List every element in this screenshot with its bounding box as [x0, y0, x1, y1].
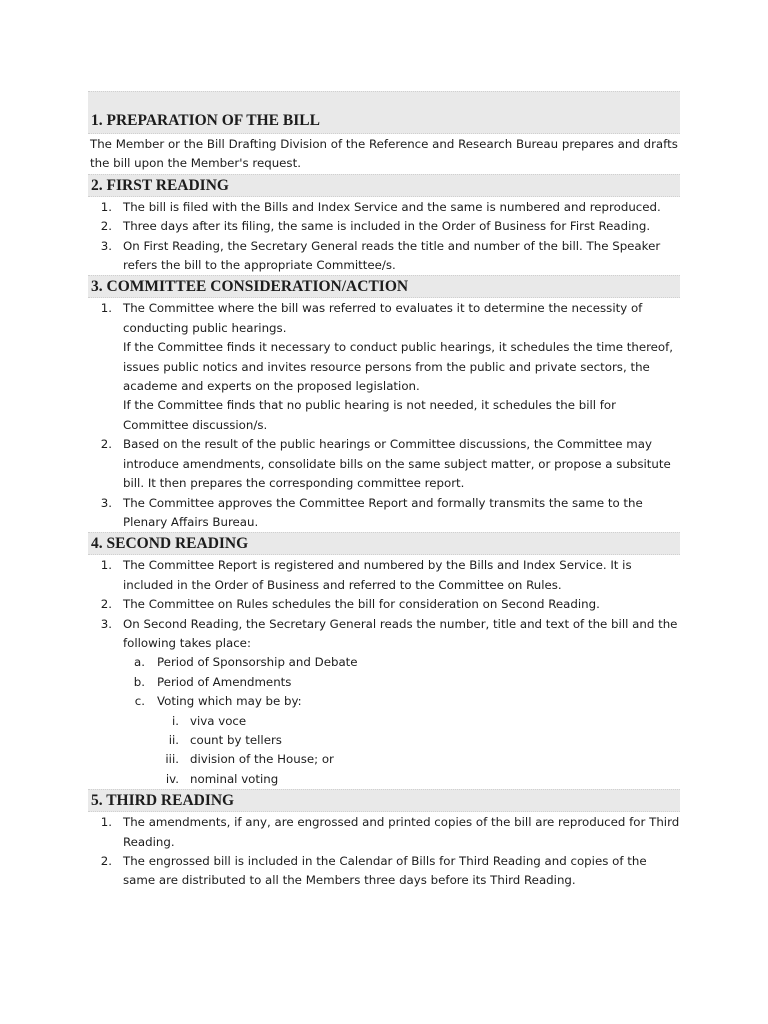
sub-list-letter: b. [133, 674, 145, 689]
list-text: The engrossed bill is included in the Calendar of Bills for Third Reading and copies of the same are distributed to all the Members three days before its Third Reading. [123, 854, 647, 888]
list-number: 2. [100, 597, 112, 612]
voting-method-text: viva voce [190, 713, 247, 728]
list-text-extra: If the Committee finds it necessary to conduct public hearings, it schedules the time thereof, issues public notics and invites resource persons from the public and private sectors, the academe and experts on the proposed legislation. [123, 340, 674, 394]
list-number: 1. [100, 301, 112, 316]
list-text: The bill is filed with the Bills and Index Service and the same is numbered and reproduced. [123, 199, 661, 214]
list-text: On Second Reading, the Secretary General reads the number, title and text of the bill and the following takes place: [123, 616, 678, 650]
list-number: 1. [100, 199, 112, 214]
sub-list-text: Period of Amendments [157, 674, 292, 689]
section-heading-first-reading: 2. FIRST READING [88, 174, 680, 197]
list-text: The amendments, if any, are engrossed and printed copies of the bill are reproduced for Third Reading. [123, 815, 680, 849]
voting-method-item [157, 750, 680, 769]
section-paragraph-preparation: The Member or the Bill Drafting Division of the Reference and Research Bureau prepares and drafts the bill upon the Member's request. [90, 137, 678, 171]
sub-list-letter: c. [134, 694, 145, 709]
list-item [88, 556, 680, 595]
list-item [88, 852, 680, 891]
third-reading-list [88, 813, 680, 891]
list-text: The Committee Report is registered and numbered by the Bills and Index Service. It is included in the Order of Business and referred to the Committee on Rules. [123, 558, 632, 592]
voting-method-item [157, 770, 680, 789]
list-number: 1. [100, 815, 112, 830]
list-item [88, 615, 680, 790]
list-number: 3. [100, 616, 112, 631]
section-heading-committee: 3. COMMITTEE CONSIDERATION/ACTION [88, 275, 680, 298]
sub-list-letter: a. [134, 655, 145, 670]
list-text: Based on the result of the public hearings or Committee discussions, the Committee may introduce amendments, consolidate bills on the same subject matter, or propose a subsitute bill. It then prepares the corresponding committee report. [123, 437, 671, 491]
second-reading-list [88, 556, 680, 789]
roman-numeral: i. [171, 713, 179, 728]
list-text: The Committee where the bill was referred to evaluates it to determine the necessity of conducting public hearings. [123, 301, 643, 335]
committee-list [88, 299, 680, 532]
voting-method-text: division of the House; or [190, 752, 334, 767]
section-heading-third-reading: 5. THIRD READING [88, 789, 680, 812]
list-item [88, 198, 680, 217]
list-text-extra: If the Committee finds that no public hearing is not needed, it schedules the bill for Committee discussion/s. [123, 398, 617, 432]
sub-list-item [123, 692, 680, 789]
list-text: The Committee on Rules schedules the bill for consideration on Second Reading. [123, 597, 600, 612]
list-text: The Committee approves the Committee Report and formally transmits the same to the Plenary Affairs Bureau. [123, 495, 643, 529]
list-item [88, 217, 680, 236]
roman-numeral: ii. [168, 732, 179, 747]
sub-list-item [123, 653, 680, 672]
list-text: Three days after its filing, the same is included in the Order of Business for First Reading. [123, 219, 651, 234]
voting-method-text: count by tellers [190, 732, 282, 747]
list-text: On First Reading, the Secretary General reads the title and number of the bill. The Speaker refers the bill to the appropriate Committee/s. [123, 238, 661, 273]
sub-list-text: Period of Sponsorship and Debate [157, 655, 358, 670]
list-number: 3. [100, 495, 112, 510]
roman-numeral: iii. [165, 752, 179, 767]
list-item [88, 494, 680, 533]
list-item [88, 435, 680, 493]
voting-method-item [157, 712, 680, 731]
list-item [88, 813, 680, 852]
list-item [88, 237, 680, 276]
section-heading-second-reading: 4. SECOND READING [88, 532, 680, 555]
list-item [88, 299, 680, 435]
document [88, 91, 680, 891]
list-number: 2. [100, 437, 112, 452]
list-number: 1. [100, 558, 112, 573]
voting-method-item [157, 731, 680, 750]
top-band [88, 91, 680, 109]
list-item [88, 595, 680, 614]
list-number: 3. [100, 238, 112, 253]
first-reading-list [88, 198, 680, 276]
voting-methods-list [157, 712, 680, 790]
sub-list-text: Voting which may be by: [157, 694, 302, 709]
list-number: 2. [100, 219, 112, 234]
section-heading-preparation: 1. PREPARATION OF THE BILL [88, 109, 680, 134]
list-number: 2. [100, 854, 112, 868]
sub-list-item [123, 673, 680, 692]
sub-list [123, 653, 680, 789]
voting-method-text: nominal voting [190, 771, 279, 786]
roman-numeral: iv. [165, 771, 179, 786]
